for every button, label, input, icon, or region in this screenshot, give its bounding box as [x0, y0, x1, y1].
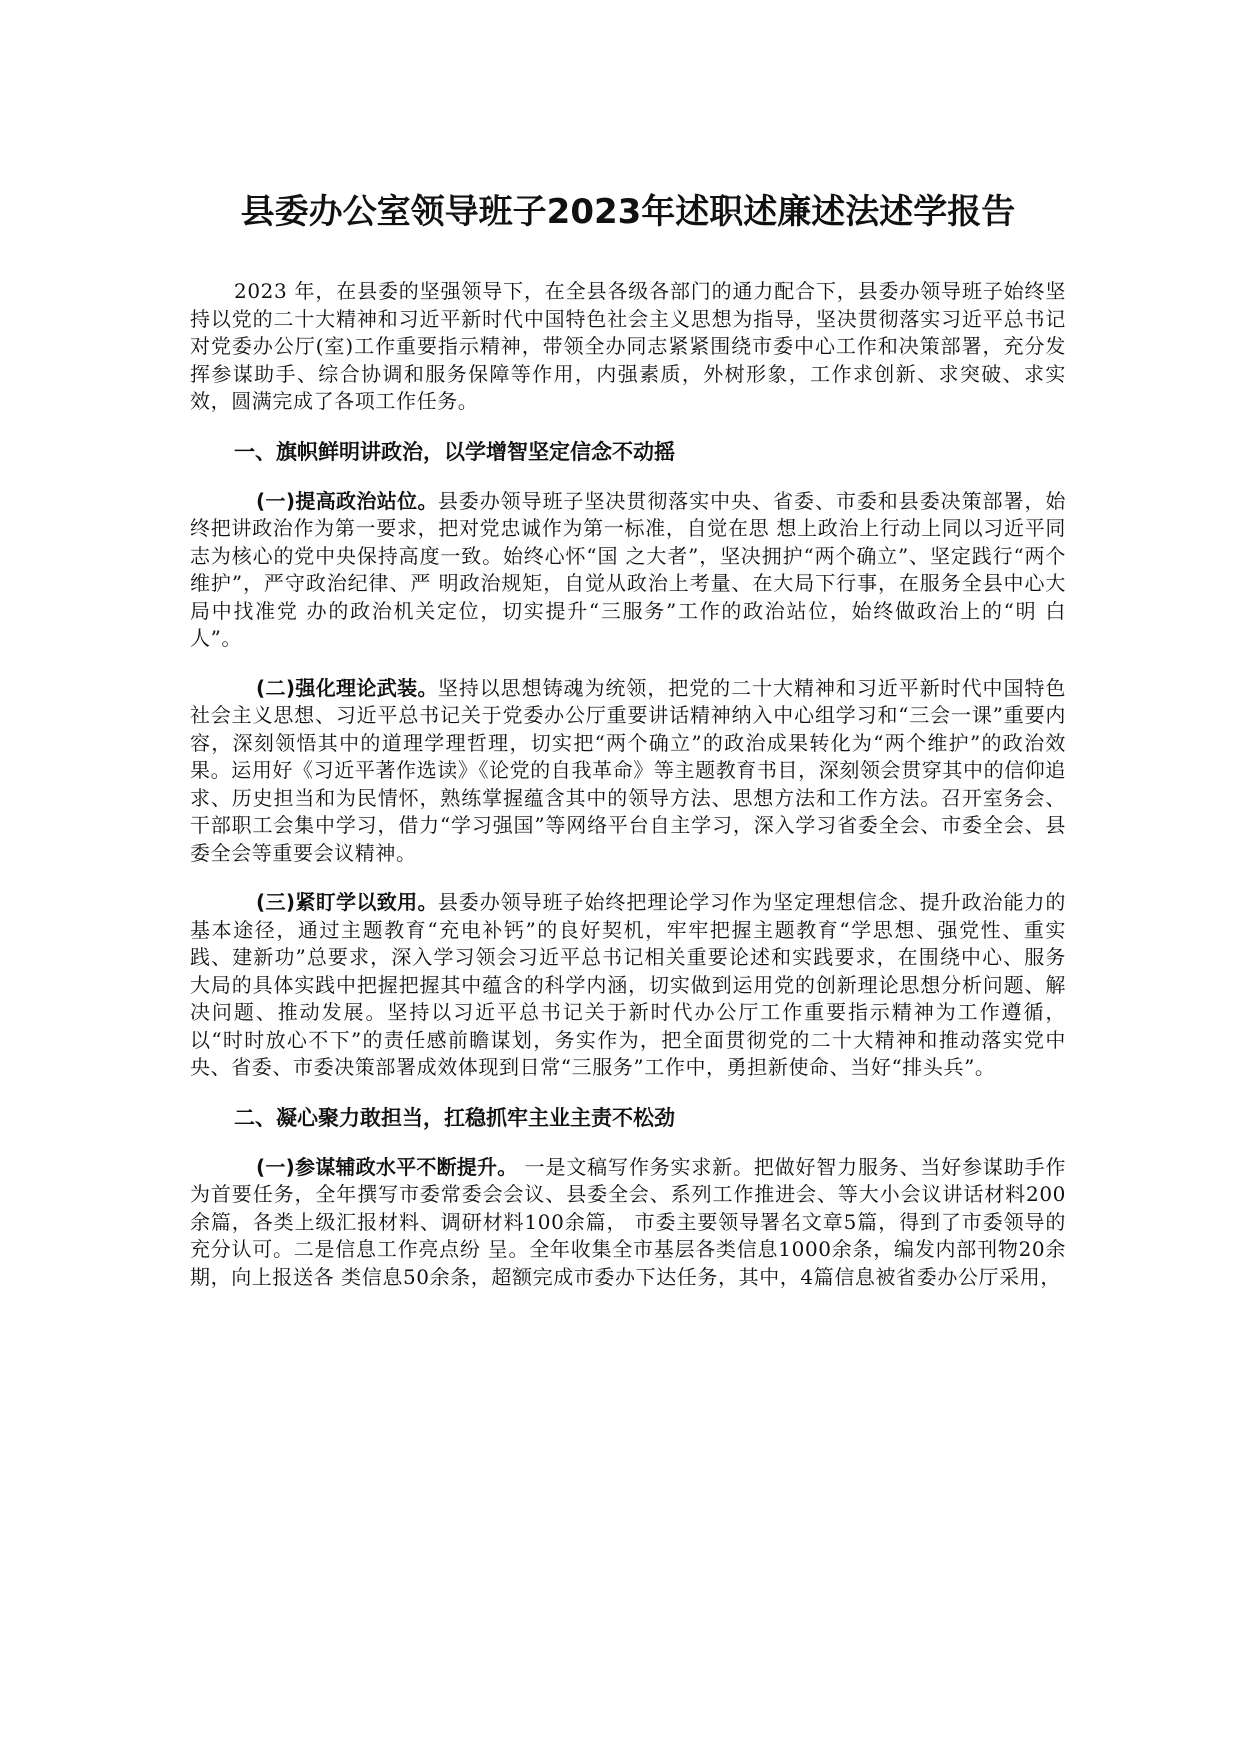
subsection-lead: (二)强化理论武装。 [256, 675, 438, 700]
subsection-lead: (三)紧盯学以致用。 [256, 890, 438, 914]
subsection-1-1 [190, 488, 1066, 653]
subsection-2-1 [190, 1154, 1066, 1292]
subsection-text: 坚持以思想铸魂为统领，把党的二十大精神和习近平新时代中国特色社会主义思想、习近平总书记关于党委办公厅重要讲话精神纳入中心组学习和“三会一课”重要内容，深刻领悟其中的道理学理哲理，切实把“两个确立”的政治成果转化为“两个维护”的政治效果。运用好《习近平著作选读》《论党的自我革命》等主题教育书目，深刻领会贯穿其中的信仰追求、历史担当和为民情怀，熟练掌握蕴含其中的领导方法、思想方法和工作方法。召开室务会、干部职工会集中学习，借力“学习强国”等网络平台自主学习，深入学习省委全会、市委全会、县委全会等重要会议精神。 [190, 675, 1067, 865]
subsection-1-3 [190, 889, 1066, 1082]
subsection-text: 县委办领导班子坚决贯彻落实中央、省委、市委和县委决策部署，始终把讲政治作为第一要求，把对党忠诚作为第一标准，自觉在思 想上政治上行动上同以习近平同志为核心的党中央保持高度一致。始终心怀“国 之大者”，坚决拥护“两个确立”、坚定践行“两个维护”，严守政治纪律、严 明政治规矩，自觉从政治上考量、在大局下行事，在服务全县中心大局中找准党 办的政治机关定位，切实提升“三服务”工作的政治站位，始终做政治上的“明 白人”。 [190, 488, 1067, 650]
intro-paragraph: 2023 年，在县委的坚强领导下，在全县各级各部门的通力配合下，县委办领导班子始终坚持以党的二十大精神和习近平新时代中国特色社会主义思想为指导，坚决贯彻落实习近平总书记对党委办公厅(室)工作重要指示精神，带领全办同志紧紧围绕市委中心工作和决策部署，充分发挥参谋助手、综合协调和服务保障等作用，内强素质，外树形象，工作求创新、求突破、求实效，圆满完成了各项工作任务。 [190, 279, 1066, 413]
subsection-lead: (一)提高政治站位。 [256, 488, 438, 513]
document-title: 县委办公室领导班子2023年述职述廉述法述学报告 [240, 192, 1016, 232]
section-heading-1: 一、旗帜鲜明讲政治，以学增智坚定信念不动摇 [234, 439, 675, 464]
subsection-1-2 [190, 675, 1066, 868]
subsection-text: 县委办领导班子始终把理论学习作为坚定理想信念、提升政治能力的基本途径，通过主题教育“充电补钙”的良好契机，牢牢把握主题教育“学思想、强党性、重实践、建新功”总要求，深入学习领会习近平总书记相关重要论述和实践要求，在围绕中心、服务大局的具体实践中把握把握其中蕴含的科学内涵，切实做到运用党的创新理论思想分析问题、解决问题、推动发展。坚持以习近平总书记关于新时代办公厅工作重要指示精神为工作遵循，以“时时放心不下”的责任感前瞻谋划，务实作为，把全面贯彻党的二十大精神和推动落实党中央、省委、市委决策部署成效体现到日常“三服务”工作中，勇担新使命、当好“排头兵”。 [190, 890, 1067, 1079]
subsection-text: 一是文稿写作务实求新。把做好智力服务、当好参谋助手作为首要任务，全年撰写市委常委会会议、县委全会、系列工作推进会、等大小会议讲话材料200余篇，各类上级汇报材料、调研材料100余篇， 市委主要领导署名文章5篇，得到了市委领导的充分认可。二是信息工作亮点纷 呈。全年收集全市基层各类信息1000余条，编发内部刊物20余期，向上报送各 类信息50余条，超额完成市委办下达任务，其中，4篇信息被省委办公厅采用， [190, 1154, 1067, 1289]
section-heading-2: 二、凝心聚力敢担当，扛稳抓牢主业主责不松劲 [234, 1105, 675, 1130]
document-page [190, 190, 1066, 1313]
subsection-lead: (一)参谋辅政水平不断提升。 [256, 1154, 518, 1179]
